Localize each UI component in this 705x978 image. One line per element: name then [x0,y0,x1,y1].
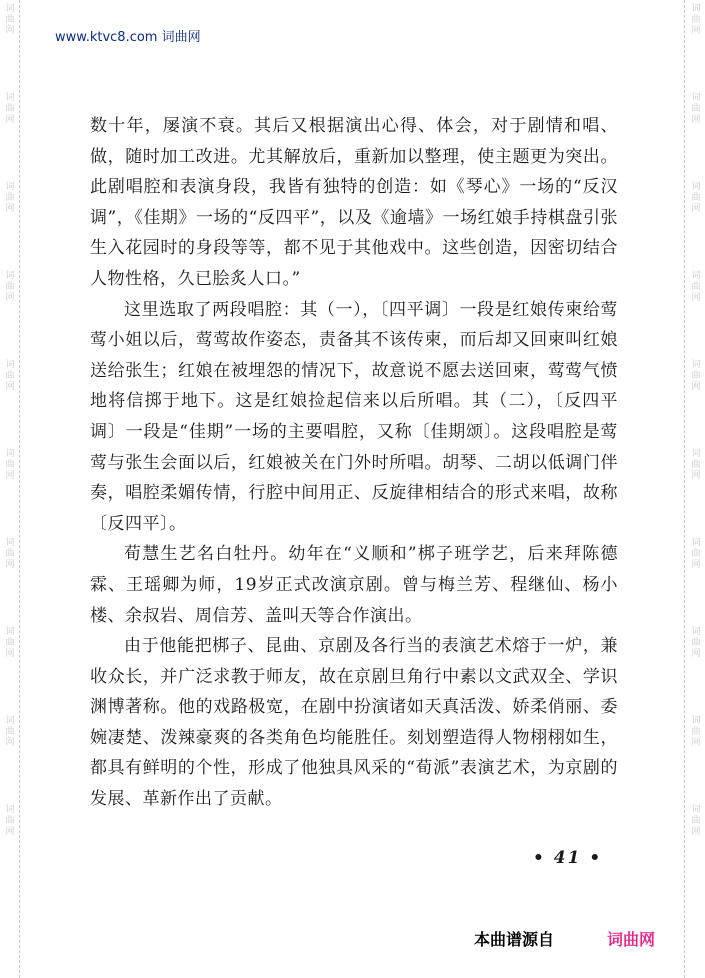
watermark-text: 词曲网 [691,449,701,481]
paragraph-continuation: 数十年，屡演不衰。其后又根据演出心得、体会，对于剧情和唱、做，随时加工改进。尤其解放后，重新加以整理，使主题更为突出。此剧唱腔和表演身段，我皆有独特的创造：如《琴心》一场的“反汉调”，《佳期》一场的“反四平”，以及《逾墙》一场红娘手持棋盘引张生入花园时的身段等等，都不见于其他戏中。这些创造，因密切结合人物性格，久已脍炙人口。” [90,116,618,289]
watermark-text: 词曲网 [5,271,15,303]
watermark-text: 词曲网 [5,93,15,125]
watermark-text: 词曲网 [5,360,15,392]
watermark-text: 词曲网 [691,360,701,392]
watermark-text: 词曲网 [5,182,15,214]
left-watermark-column [2,0,18,978]
watermark-text: 词曲网 [5,805,15,837]
right-watermark-column [688,0,704,978]
site-header-url: www.ktvc8.com 词曲网 [55,30,201,45]
watermark-text: 词曲网 [5,538,15,570]
watermark-text: 词曲网 [5,4,15,36]
left-dashed-border [19,0,20,978]
watermark-text: 词曲网 [691,805,701,837]
right-dashed-border [684,0,685,978]
paragraph-aria-selection: 这里选取了两段唱腔：其（一），〔四平调〕一段是红娘传柬给莺莺小姐以后，莺莺故作姿态，责备其不该传柬，而后却又回柬叫红娘送给张生；红娘在被埋怨的情况下，故意说不愿去送回柬，莺莺气愤地将信掷于地下。这是红娘捡起信来以后所唱。其（二），〔反四平调〕一段是“佳期”一场的主要唱腔，又称〔佳期颂〕。这段唱腔是莺莺与张生会面以后，红娘被关在门外时所唱。胡琴、二胡以低调门伴奏，唱腔柔媚传情，行腔中间用正、反旋律相结合的形式来唱，故称〔反四平〕。 [90,299,618,534]
watermark-text: 词曲网 [691,182,701,214]
page-number: • 41 • [533,848,603,868]
watermark-text: 词曲网 [5,627,15,659]
watermark-text: 词曲网 [691,716,701,748]
footer-brand-logo: 词曲网 [607,930,656,949]
watermark-text: 词曲网 [5,716,15,748]
watermark-text: 词曲网 [5,449,15,481]
watermark-text: 词曲网 [691,93,701,125]
paragraph-artistry: 由于他能把梆子、昆曲、京剧及各行当的表演艺术熔于一炉，兼收众长，并广泛求教于师友，故在京剧旦角行中素以文武双全、学识渊博著称。他的戏路极宽，在剧中扮演诸如天真活泼、娇柔俏丽、委婉凄楚、泼辣豪爽的各类角色均能胜任。刻划塑造得人物栩栩如生，都具有鲜明的个性，形成了他独具风采的“荀派”表演艺术，为京剧的发展、革新作出了贡献。 [90,636,618,810]
watermark-text: 词曲网 [691,4,701,36]
page-body [90,111,618,815]
watermark-text: 词曲网 [691,271,701,303]
paragraph-biography: 荀慧生艺名白牡丹。幼年在“义顺和”梆子班学艺，后来拜陈德霖、王瑶卿为师，19岁正式改演京剧。曾与梅兰芳、程继仙、杨小楼、余叔岩、周信芳、盖叫天等合作演出。 [90,544,618,626]
watermark-text: 词曲网 [691,627,701,659]
footer-source-label: 本曲谱源自 [474,930,555,949]
watermark-text: 词曲网 [691,538,701,570]
